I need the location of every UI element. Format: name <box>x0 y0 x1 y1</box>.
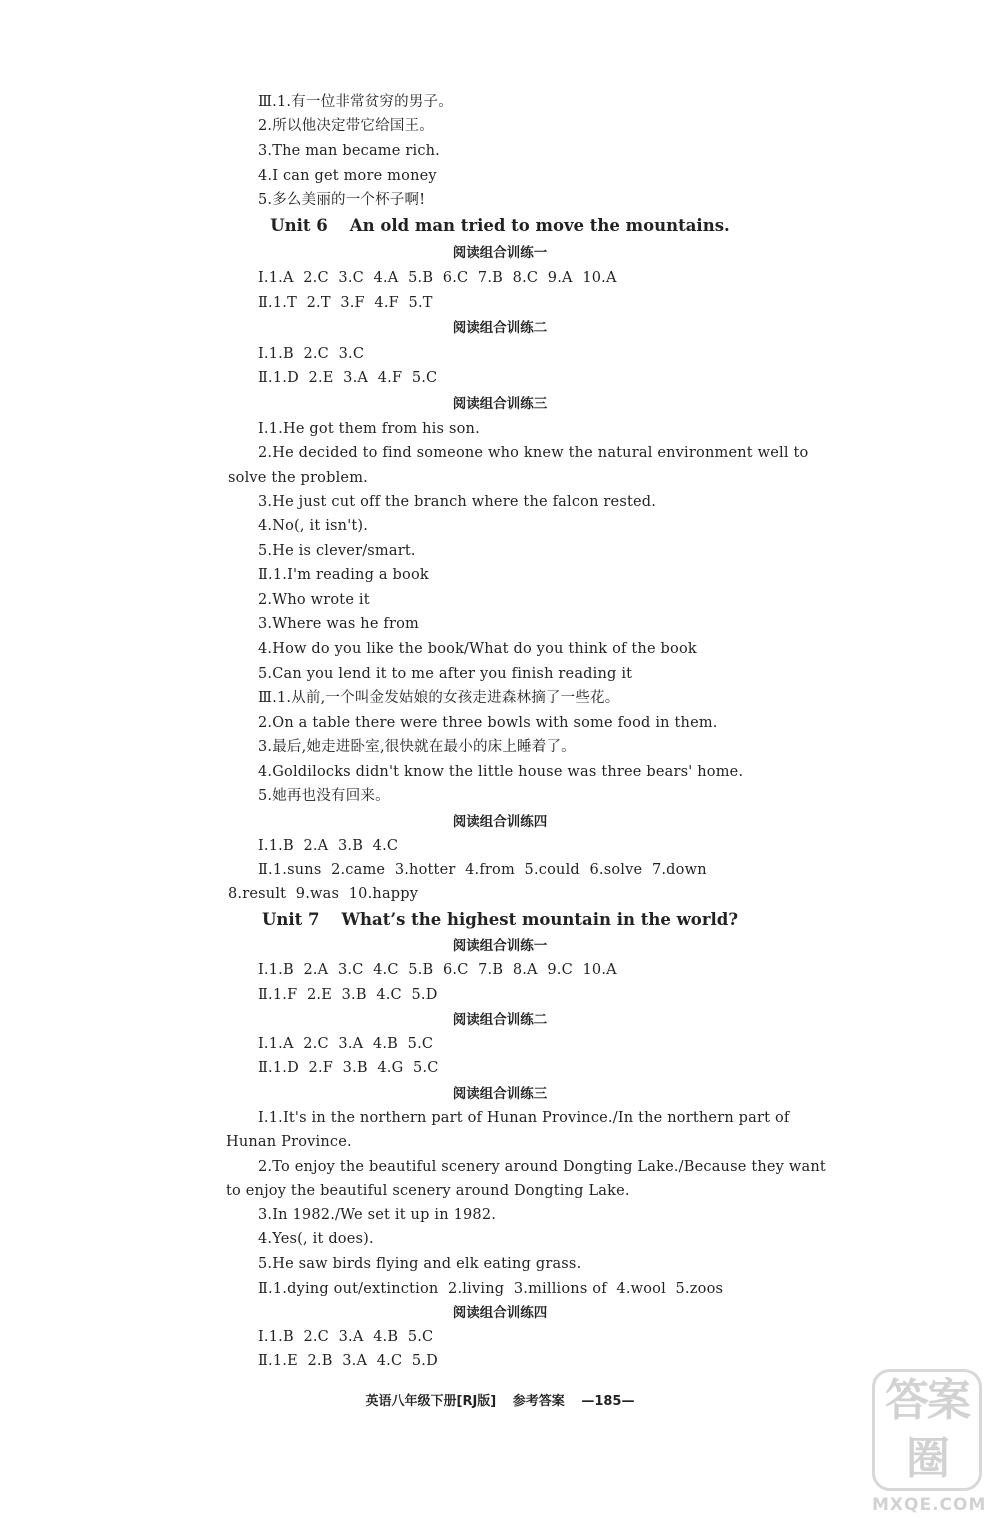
unit6-heading: An old man tried to move the mountains. <box>349 216 730 235</box>
answer-line: 4.How do you like the book/What do you think of the book <box>258 641 697 657</box>
section-heading: 阅读组合训练二 <box>452 1012 548 1028</box>
answer-line: 4.Goldilocks didn't know the little house was three bears' home. <box>258 764 744 780</box>
watermark-site: MXQE.COM <box>872 1495 987 1515</box>
answer-line: Ⅱ.1.I'm reading a book <box>258 567 429 583</box>
answer-line: 3.He just cut off the branch where the falcon rested. <box>258 494 657 510</box>
section-heading: 阅读组合训练四 <box>452 1305 548 1321</box>
answer-line: 5.多么美丽的一个杯子啊! <box>258 192 426 208</box>
answer-line: 4.Yes(, it does). <box>258 1231 374 1247</box>
answer-line: 4.I can get more money <box>258 168 437 184</box>
answer-line: Ⅰ.1.A 2.C 3.A 4.B 5.C <box>258 1036 434 1052</box>
answer-line: Ⅰ.1.B 2.A 3.C 4.C 5.B 6.C 7.B 8.A 9.C 10.A <box>258 962 617 978</box>
answer-line: Ⅰ.1.He got them from his son. <box>258 421 480 437</box>
unit7-label: Unit 7 <box>262 910 320 929</box>
unit6-label: Unit 6 <box>270 216 328 235</box>
unit7-title <box>0 909 1000 931</box>
unit7-heading: What’s the highest mountain in the world? <box>341 910 738 929</box>
answer-line: Ⅰ.1.It's in the northern part of Hunan Province./In the northern part of <box>258 1110 790 1126</box>
answer-line: Ⅱ.1.T 2.T 3.F 4.F 5.T <box>258 295 433 311</box>
answer-line: 2.To enjoy the beautiful scenery around Dongting Lake./Because they want <box>258 1159 826 1175</box>
section-heading: 阅读组合训练四 <box>452 814 548 830</box>
answer-line: to enjoy the beautiful scenery around Dongting Lake. <box>226 1183 630 1199</box>
answer-line: Ⅰ.1.B 2.A 3.B 4.C <box>258 838 399 854</box>
answer-line: 3.The man became rich. <box>258 143 440 159</box>
page-footer <box>0 1392 1000 1412</box>
answer-line: Ⅱ.1.suns 2.came 3.hotter 4.from 5.could 6.solve 7.down <box>258 862 707 878</box>
answer-line: 2.Who wrote it <box>258 592 370 608</box>
answer-line: 5.He saw birds flying and elk eating grass. <box>258 1256 582 1272</box>
answer-line: Ⅱ.1.E 2.B 3.A 4.C 5.D <box>258 1353 438 1369</box>
answer-line: 8.result 9.was 10.happy <box>228 886 419 902</box>
answer-line: Ⅰ.1.A 2.C 3.C 4.A 5.B 6.C 7.B 8.C 9.A 10.A <box>258 270 617 286</box>
answer-line: 2.On a table there were three bowls with some food in them. <box>258 715 718 731</box>
answer-line: 2.所以他决定带它给国王。 <box>258 118 434 134</box>
answer-line: 3.Where was he from <box>258 616 419 632</box>
answer-line: Ⅱ.1.D 2.F 3.B 4.G 5.C <box>258 1060 439 1076</box>
footer-book-title: 英语八年级下册[RJ版] <box>365 1394 497 1409</box>
answer-line: 2.He decided to find someone who knew the natural environment well to <box>258 445 809 461</box>
answer-line: Ⅰ.1.B 2.C 3.A 4.B 5.C <box>258 1329 434 1345</box>
footer-page-number: —185— <box>581 1394 635 1409</box>
answer-line: Ⅱ.1.dying out/extinction 2.living 3.millions of 4.wool 5.zoos <box>258 1281 724 1297</box>
answer-line: Ⅱ.1.F 2.E 3.B 4.C 5.D <box>258 987 438 1003</box>
answer-line: 5.她再也没有回来。 <box>258 788 390 804</box>
unit6-title <box>0 215 1000 237</box>
watermark <box>872 1369 987 1515</box>
answer-line: Ⅱ.1.D 2.E 3.A 4.F 5.C <box>258 370 438 386</box>
answer-line: 5.Can you lend it to me after you finish reading it <box>258 666 633 682</box>
answer-line: 3.In 1982./We set it up in 1982. <box>258 1207 497 1223</box>
answer-line: 4.No(, it isn't). <box>258 518 369 534</box>
watermark-logo: 答案圈 <box>872 1369 982 1491</box>
answer-line: Ⅲ.1.有一位非常贫穷的男子。 <box>258 94 453 110</box>
answer-line: Hunan Province. <box>226 1134 352 1150</box>
section-heading: 阅读组合训练三 <box>452 1086 548 1102</box>
section-heading: 阅读组合训练三 <box>452 396 548 412</box>
footer-section: 参考答案 <box>512 1394 565 1409</box>
answer-line: Ⅰ.1.B 2.C 3.C <box>258 346 365 362</box>
section-heading: 阅读组合训练二 <box>452 320 548 336</box>
section-heading: 阅读组合训练一 <box>452 938 548 954</box>
answer-line: 5.He is clever/smart. <box>258 543 416 559</box>
answer-line: solve the problem. <box>228 470 368 486</box>
section-heading: 阅读组合训练一 <box>452 245 548 261</box>
answer-line: Ⅲ.1.从前,一个叫金发姑娘的女孩走进森林摘了一些花。 <box>258 690 620 706</box>
answer-line: 3.最后,她走进卧室,很快就在最小的床上睡着了。 <box>258 739 576 755</box>
